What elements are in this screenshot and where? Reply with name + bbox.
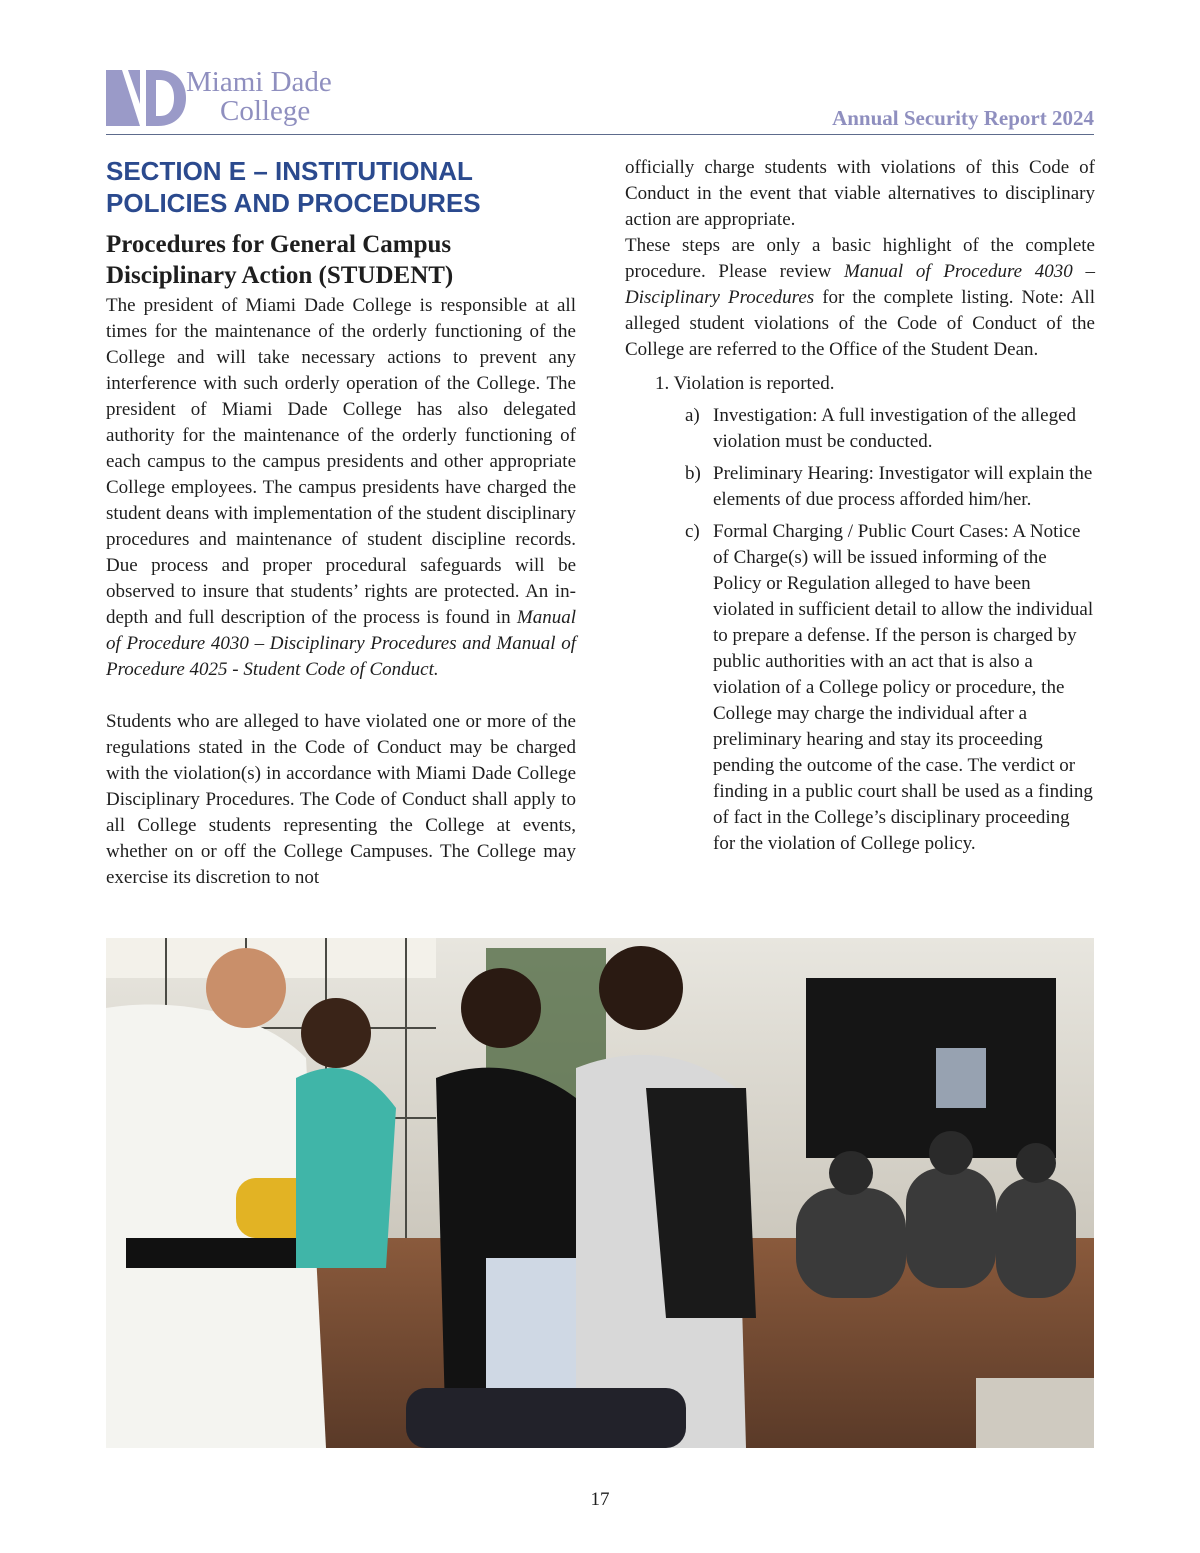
logo-line-1: Miami Dade	[186, 66, 332, 98]
sub-item-text: Formal Charging / Public Court Cases: A Notice of Charge(s) will be issued informing of the Policy or Regulation alleged to have been violated in sufficient detail to allow the individual to prepare a defense. If the person is charged by public authorities with an act that is also a violation of a College policy or procedure, the College may charge the individual after a preliminary hearing and stay its proceeding pending the outcome of the case. The verdict or finding in a public court shall be used as a finding of fact in the College’s disciplinary proceeding for the violation of College policy.	[713, 521, 1094, 854]
paragraph-code-of-conduct: Students who are alleged to have violated one or more of the regulations stated in the Code of Conduct may be charged with the violation(s) in accordance with Miami Dade College Disciplinary Procedures. The Code of Conduct shall apply to all College students representing the College at events, whether on or off the College Campuses. The College may exercise its discretion to not	[106, 711, 576, 888]
paragraph-steps	[625, 233, 1095, 363]
logo-line-2: College	[220, 95, 311, 127]
page-number: 17	[590, 1489, 610, 1510]
section-title: SECTION E – INSTITUTIONAL POLICIES AND PROCEDURES	[106, 156, 481, 218]
sub-item-text: Investigation: A full investigation of the alleged violation must be conducted.	[713, 405, 1077, 452]
paragraph-continued: officially charge students with violations of this Code of Conduct in the event that viable alternatives to disciplinary action are appropriate.	[625, 157, 1095, 230]
procedure-list	[625, 371, 1095, 857]
paragraph-president	[106, 293, 576, 683]
header-divider	[106, 134, 1094, 135]
sub-item-formal-charging	[625, 519, 1095, 857]
photo-illustration	[106, 938, 1094, 1448]
left-column	[106, 155, 576, 891]
sub-item-investigation	[625, 403, 1095, 455]
manual-reference: Manual of Procedure 4030 – Disciplinary Procedures and Manual of Procedure 4025 - Student Code of Conduct.	[106, 607, 576, 680]
report-title: Annual Security Report 2024	[832, 106, 1094, 130]
college-logo-icon	[106, 70, 186, 126]
manual-reference-2: Manual of Procedure 4030 – Disciplinary Procedures	[625, 261, 1096, 308]
college-logo-text	[186, 68, 332, 126]
campus-event-photo	[106, 938, 1094, 1448]
sub-item-marker: a)	[685, 405, 700, 426]
paragraph-steps-text-b: for the complete listing. Note: All alleged student violations of the Code of Conduct of the College are referred to the Office of the Student Dean.	[625, 287, 1095, 360]
sub-item-marker: b)	[685, 463, 701, 484]
page-header	[106, 66, 1094, 136]
sub-item-preliminary-hearing	[625, 461, 1095, 513]
paragraph-gap	[106, 683, 576, 709]
subsection-title: Procedures for General Campus Disciplinary Action (STUDENT)	[106, 231, 454, 289]
paragraph-steps-text-a: These steps are only a basic highlight of the complete procedure. Please review	[625, 235, 1095, 282]
paragraph-president-text: The president of Miami Dade College is responsible at all times for the maintenance of the orderly functioning of the College and will take necessary actions to prevent any interference with such orderly operation of the College. The president of Miami Dade College has also delegated authority for the maintenance of the orderly functioning of each campus to the campus presidents and other appropriate College employees. The campus presidents have charged the student deans with implementation of the student disciplinary procedures and maintenance of student discipline records. Due process and proper procedural safeguards will be observed to insure that students’ rights are protected. An in-depth and full description of the process is found in	[106, 295, 576, 628]
list-item-violation-reported: 1. Violation is reported.	[655, 373, 835, 394]
sub-item-marker: c)	[685, 521, 700, 542]
right-column	[625, 155, 1095, 857]
sub-item-text: Preliminary Hearing: Investigator will explain the elements of due process afforded him/her.	[713, 463, 1093, 510]
